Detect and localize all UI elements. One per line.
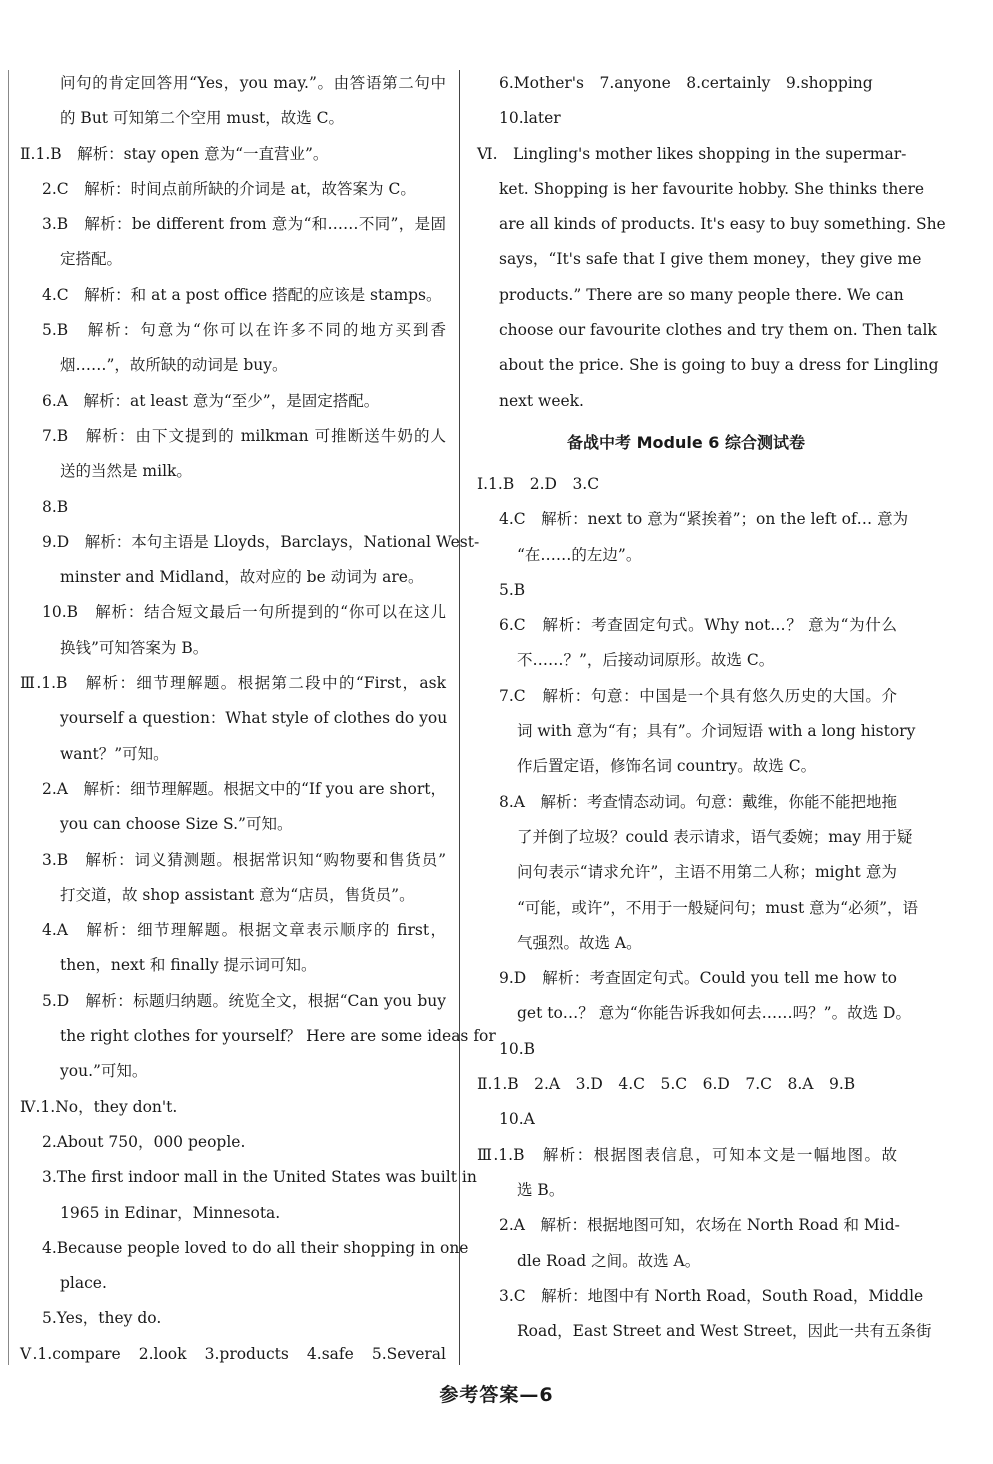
- text-line: 6.A 解析：at least 意为“至少”，是固定搭配。: [42, 391, 380, 410]
- text-line: 10.A: [499, 1110, 535, 1129]
- text-line: products.” There are so many people there. We can: [499, 285, 904, 304]
- text-line: 烟……”，故所缺的动词是 buy。: [60, 356, 288, 375]
- text-line: 打交道，故 shop assistant 意为“店员，售货员”。: [60, 885, 415, 904]
- text-line: 4.A 解析：细节理解题。根据文章表示顺序的 first，: [42, 921, 446, 940]
- text-line: the right clothes for yourself？ Here are some ideas for: [60, 1027, 496, 1046]
- text-line: “在……的左边”。: [517, 545, 642, 564]
- text-line: 2.C 解析：时间点前所缺的介词是 at，故答案为 C。: [42, 179, 416, 198]
- text-line: 4.C 解析：next to 意为“紧挨着”；on the left of… 意为: [499, 510, 909, 529]
- text-line: 选 B。: [517, 1180, 565, 1199]
- left-column: [18, 66, 496, 1372]
- right-column: [475, 66, 946, 1349]
- text-line: you.”可知。: [60, 1062, 148, 1081]
- text-line: 气强烈。故选 A。: [517, 933, 642, 952]
- text-line: 5.B: [499, 580, 526, 599]
- right-column-upper: [475, 66, 946, 419]
- left-margin-rule: [8, 70, 9, 1365]
- text-line: 3.B 解析：be different from 意为“和……不同”，是固: [42, 215, 446, 234]
- text-line: says，“It's safe that I give them money，they give me: [499, 250, 922, 269]
- text-line: 3.B 解析：词义猜测题。根据常识知“购物要和售货员”: [42, 850, 446, 869]
- text-line: 10.B 解析：结合短文最后一句所提到的“你可以在这儿: [42, 603, 446, 622]
- text-line: 6.Mother's 7.anyone 8.certainly 9.shopping: [499, 74, 873, 92]
- text-line: yourself a question：What style of clothes do you: [60, 709, 448, 728]
- text-line: ket. Shopping is her favourite hobby. She thinks there: [499, 179, 925, 198]
- text-line: dle Road 之间。故选 A。: [517, 1251, 701, 1270]
- text-line: Ⅰ.1.B 2.D 3.C: [477, 474, 600, 493]
- text-line: you can choose Size S.”可知。: [60, 815, 293, 834]
- text-line: place.: [60, 1274, 107, 1293]
- text-line: 的 But 可知第二个空用 must，故选 C。: [60, 109, 345, 128]
- text-line: 3.C 解析：地图中有 North Road，South Road，Middle: [499, 1286, 924, 1305]
- text-line: 词 with 意为“有；具有”。介词短语 with a long history: [517, 722, 916, 741]
- text-line: 4.Because people loved to do all their shopping in one: [42, 1238, 469, 1257]
- text-line: then，next 和 finally 提示词可知。: [60, 956, 317, 975]
- text-line: get to…？ 意为“你能告诉我如何去……吗？”。故选 D。: [517, 1004, 911, 1023]
- text-line: 2.A 解析：细节理解题。根据文中的“If you are short，: [42, 779, 446, 798]
- text-line: 4.C 解析：和 at a post office 搭配的应该是 stamps。: [42, 285, 442, 304]
- text-line: 9.D 解析：考查固定句式。Could you tell me how to: [499, 969, 897, 988]
- text-line: Ⅱ.1.B 解析：stay open 意为“一直营业”。: [20, 144, 329, 163]
- text-line: 问句的肯定回答用“Yes，you may.”。由答语第二句中: [60, 74, 446, 92]
- page-footer: 参考答案—6: [439, 1384, 554, 1406]
- text-line: 了并倒了垃圾？could 表示请求，语气委婉；may 用于疑: [517, 827, 913, 846]
- text-line: 7.B 解析：由下文提到的 milkman 可推断送牛奶的人: [42, 426, 446, 445]
- text-line: 7.C 解析：句意：中国是一个具有悠久历史的大国。介: [499, 686, 897, 705]
- text-line: Road，East Street and West Street，因此一共有五条街: [517, 1322, 932, 1341]
- text-line: 9.D 解析：本句主语是 Lloyds，Barclays，National West-: [42, 532, 480, 551]
- text-line: 2.About 750，000 people.: [42, 1132, 246, 1151]
- text-line: 6.C 解析：考查固定句式。Why not…？ 意为“为什么: [499, 616, 897, 635]
- text-line: Ⅳ.1.No，they don't.: [20, 1097, 178, 1116]
- text-line: Ⅱ.1.B 2.A 3.D 4.C 5.C 6.D 7.C 8.A 9.B: [477, 1075, 856, 1094]
- text-line: 5.B 解析：句意为“你可以在许多不同的地方买到香: [42, 321, 446, 340]
- text-line: 作后置定语，修饰名词 country。故选 C。: [517, 757, 817, 776]
- text-line: 送的当然是 milk。: [60, 462, 192, 481]
- text-line: 10.B: [499, 1039, 536, 1058]
- text-line: Ⅲ.1.B 解析：细节理解题。根据第二段中的“First，ask: [20, 674, 446, 693]
- text-line: 10.later: [499, 109, 561, 128]
- text-line: 1965 in Edinar，Minnesota.: [60, 1203, 281, 1222]
- text-line: 问句表示“请求允许”，主语不用第二人称；might 意为: [517, 863, 897, 882]
- section-title: 备战中考 Module 6 综合测试卷: [567, 432, 805, 452]
- text-line: 5.Yes，they do.: [42, 1309, 162, 1328]
- text-line: 定搭配。: [60, 250, 123, 269]
- text-line: next week.: [499, 391, 584, 410]
- text-line: 2.A 解析：根据地图可知，农场在 North Road 和 Mid-: [499, 1216, 900, 1235]
- text-line: 5.D 解析：标题归纳题。统览全文，根据“Can you buy: [42, 991, 446, 1010]
- text-line: Ⅲ.1.B 解析：根据图表信息，可知本文是一幅地图。故: [477, 1145, 897, 1164]
- text-line: 3.The first indoor mall in the United States was built in: [42, 1168, 477, 1187]
- text-line: 8.B: [42, 497, 69, 516]
- text-line: want？”可知。: [60, 744, 169, 763]
- text-line: Ⅵ. Lingling's mother likes shopping in the supermar-: [477, 144, 907, 163]
- text-line: 8.A 解析：考查情态动词。句意：戴维，你能不能把地拖: [499, 792, 897, 811]
- text-line: about the price. She is going to buy a dress for Lingling: [499, 356, 939, 375]
- text-line: choose our favourite clothes and try them on. Then talk: [499, 321, 937, 340]
- text-line: Ⅴ.1.compare 2.look 3.products 4.safe 5.Several: [20, 1344, 446, 1363]
- text-line: 换钱”可知答案为 B。: [60, 638, 209, 657]
- text-line: 不……？”，后接动词原形。故选 C。: [517, 651, 775, 670]
- right-column-lower: [475, 467, 932, 1349]
- text-line: minster and Midland，故对应的 be 动词为 are。: [60, 568, 424, 587]
- text-line: are all kinds of products. It's easy to buy something. She: [499, 215, 946, 234]
- text-line: “可能，或许”，不用于一般疑问句；must 意为“必须”，语: [517, 898, 918, 917]
